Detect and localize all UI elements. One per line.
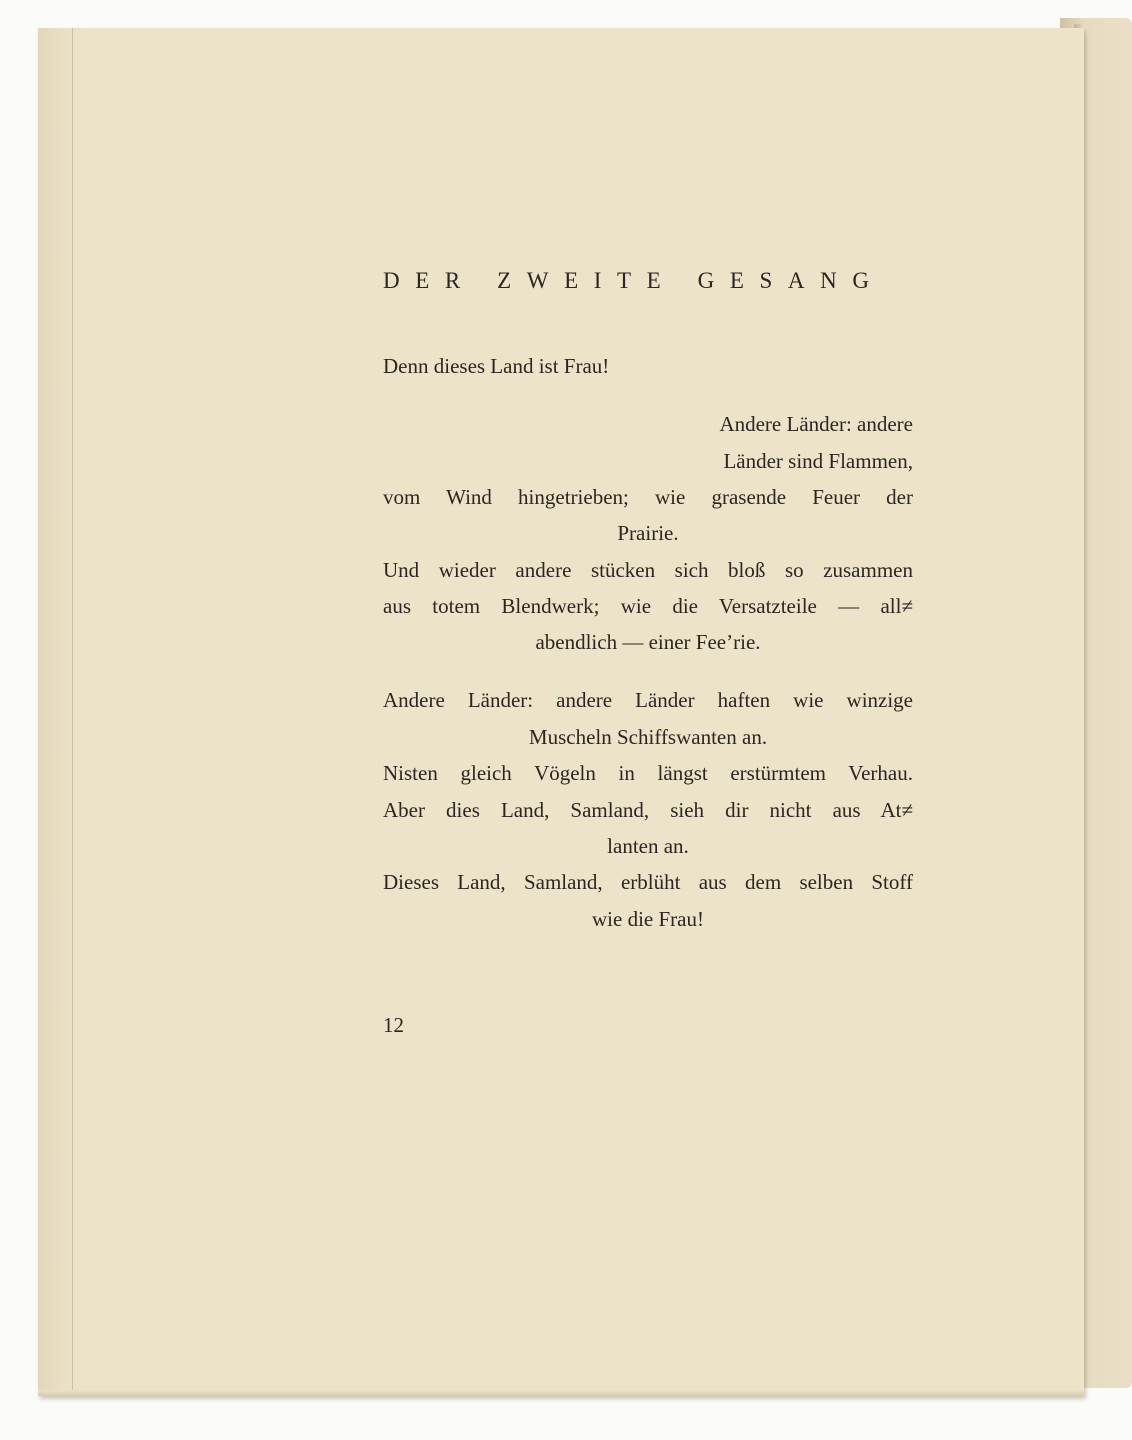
poem-line: lanten an. bbox=[607, 834, 689, 858]
poem-line: abendlich — einer Fee’rie. bbox=[535, 630, 761, 654]
book-page bbox=[38, 28, 1084, 1396]
poem-line: aus totem Blendwerk; wie die Versatzteile — all≠ bbox=[383, 594, 913, 618]
poem-line: Nisten gleich Vögeln in längst erstürmtem Verhau. bbox=[383, 761, 913, 785]
page-bottom-edge bbox=[38, 1390, 1084, 1396]
poem-line: Und wieder andere stücken sich bloß so zusammen bbox=[383, 558, 913, 582]
poem-line: Denn dieses Land ist Frau! bbox=[383, 354, 610, 378]
poem-line: Dieses Land, Samland, erblüht aus dem selben Stoff bbox=[383, 870, 913, 894]
page-number: 12 bbox=[383, 1013, 404, 1037]
poem-line: Länder sind Flammen, bbox=[723, 449, 913, 473]
poem-line: Muscheln Schiffswanten an. bbox=[528, 725, 768, 749]
poem-line: vom Wind hingetrieben; wie grasende Feuer der bbox=[383, 485, 913, 509]
chapter-title: DER ZWEITE GESANG bbox=[383, 268, 885, 293]
poem-line: Andere Länder: andere Länder haften wie winzige bbox=[383, 688, 913, 712]
page-binding-edge bbox=[38, 28, 92, 1396]
poem-line: Aber dies Land, Samland, sieh dir nicht aus At≠ bbox=[383, 798, 913, 822]
poem-line: Andere Länder: andere bbox=[719, 412, 913, 436]
poem-line: wie die Frau! bbox=[592, 907, 704, 931]
page-fold-line bbox=[72, 28, 73, 1396]
poem-line: Prairie. bbox=[617, 521, 679, 545]
